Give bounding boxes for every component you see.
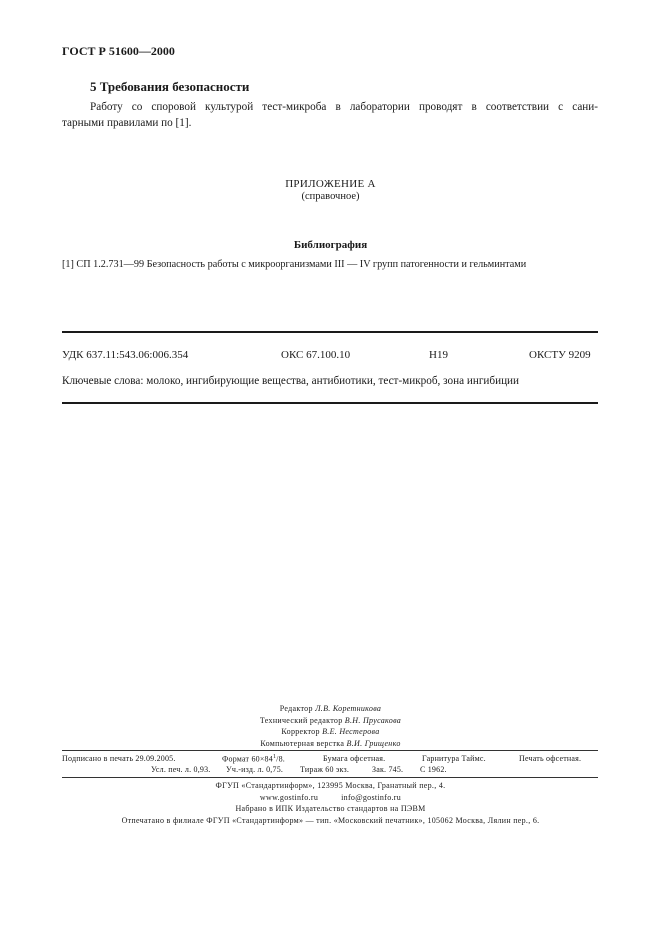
okstu-code: ОКСТУ 9209 (529, 349, 591, 361)
print-format: Формат $60\times 84^1/8$. (222, 754, 285, 764)
udk-code: УДК 637.11:543.06:006.354 (62, 349, 189, 361)
bibliography-item: [1] СП 1.2.731—99 Безопасность работы с микроорганизмами III — IV групп патогенности и гельминтами (62, 259, 527, 270)
imprint-publisher: ФГУП «Стандартинформ», 123995 Москва, Гранатный пер., 4. (215, 781, 446, 790)
section-paragraph (62, 99, 598, 131)
credit-editor: Редактор Л.В. Коретникова (279, 704, 382, 713)
print-c: С 1962. (420, 765, 447, 774)
paragraph-line-2: тарными правилами по [1]. (62, 117, 192, 129)
imprint-web: www.gostinfo.ru info@gostinfo.ru (259, 792, 402, 802)
section-title: 5 Требования безопасности (90, 79, 250, 94)
bibliography-title: Библиография (293, 239, 368, 251)
print-sheets: Усл. печ. л. 0,93. (151, 765, 211, 774)
keywords: Ключевые слова: молоко, ингибирующие вещества, антибиотики, тест-микроб, зона ингибиции (62, 375, 520, 387)
print-font: Гарнитура Таймс. (422, 754, 486, 763)
paragraph-line-1: Работу со споровой культурой тест-микроба в лаборатории проводят в соответствии с сани- (90, 101, 598, 113)
print-paper: Бумага офсетная. (323, 754, 386, 763)
print-signed: Подписано в печать 29.09.2005. (62, 754, 176, 763)
credit-tech-editor: Технический редактор В.Н. Прусакова (259, 715, 402, 725)
oks-code: ОКС 67.100.10 (281, 349, 351, 361)
credits-divider (62, 750, 598, 751)
divider-bottom (62, 402, 598, 404)
imprint-divider (62, 777, 598, 778)
print-order: Зак. 745. (372, 765, 404, 774)
appendix-title: ПРИЛОЖЕНИЕ А (285, 178, 376, 190)
credits-block (0, 703, 661, 749)
print-edit-sheets: Уч.-изд. л. 0,75. (226, 765, 284, 774)
credit-layout: Компьютерная верстка В.И. Грищенко (260, 738, 401, 748)
print-run: Тираж 60 экз. (300, 765, 350, 774)
imprint-block (0, 780, 661, 826)
document-header: ГОСТ Р 51600—2000 (62, 44, 175, 58)
divider-top (62, 331, 598, 333)
group-code: Н19 (429, 349, 448, 361)
imprint-typeset: Набрано в ИПК Издательство стандартов на ПЭВМ (235, 804, 426, 813)
print-method: Печать офсетная. (519, 754, 582, 763)
appendix-subtitle: (справочное) (301, 191, 360, 202)
credit-corrector: Корректор В.Е. Нестерова (281, 727, 380, 736)
imprint-printed: Отпечатано в филиале ФГУП «Стандартинформ» — тип. «Московский печатник», 105062 Москва, Лялин пер., 6. (121, 815, 540, 825)
